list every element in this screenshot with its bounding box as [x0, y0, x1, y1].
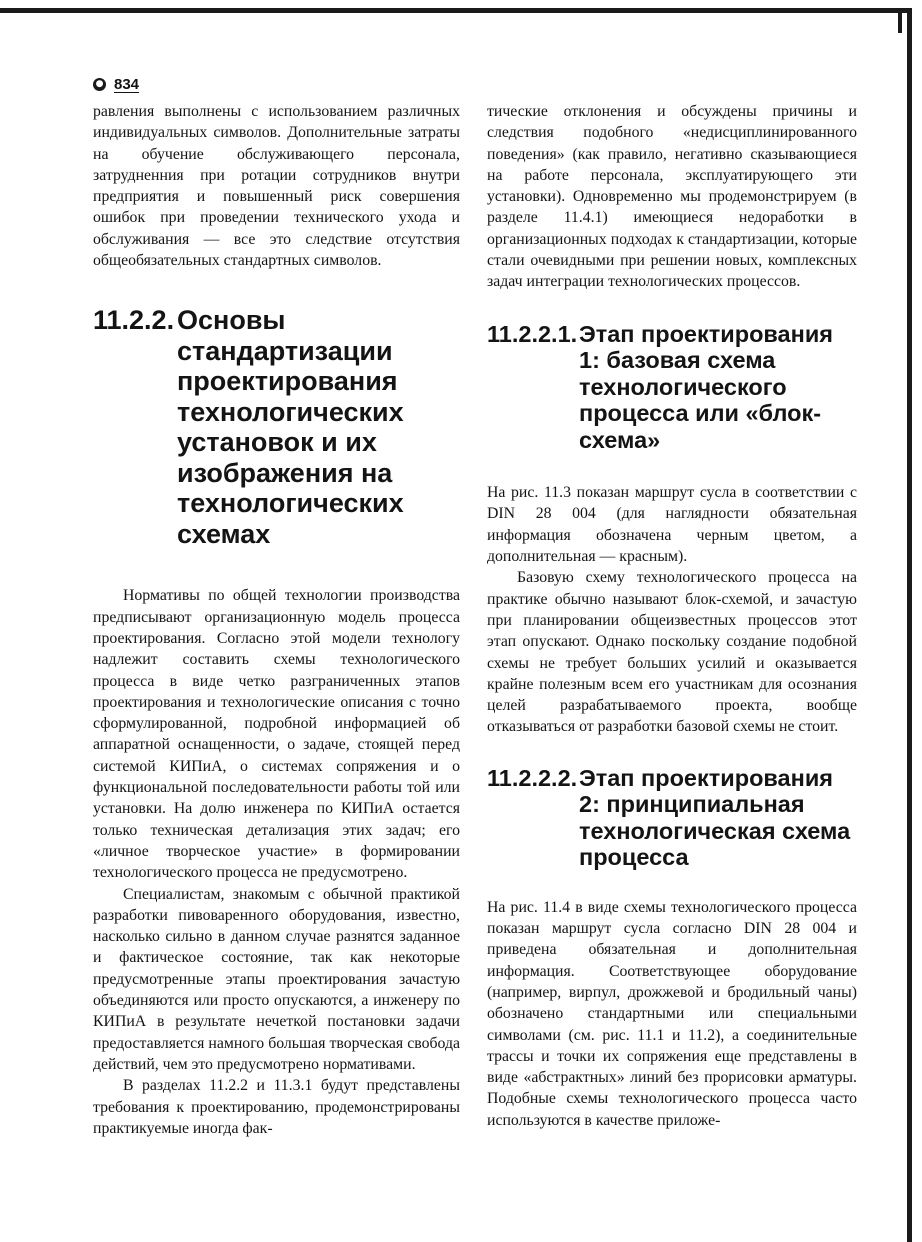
paragraph: Нормативы по общей технологии производства предписывают организационную модель процесса проектирования. Согласно этой модели технологу надлежит составить схемы технологического процесса в виде четко разграниченных этапов проектирования и технологические описания с точно сформулированной, подробной информацией об аппаратной оснащенности, о задаче, стоящей перед системой КИПиА, о системах сопряжения и о функциональной последовательности работы той или установки. На долю инженера по КИПиА остается только техническая детализация этих задач; его «личное творческое участие» в формировании технологического процесса не предусмотрено. — [93, 587, 460, 882]
corner-mark — [898, 13, 902, 33]
paragraph: Специалистам, знакомым с обычной практикой разработки пивоваренного оборудования, известно, насколько сильно в данном случае разнятся заданное и фактическое состояние, так как некоторые предусмотренные этапы проектирования зачастую объединяются или просто опускаются, а инженеру по КИПиА в результате нечеткой постановки задачи предоставляется намного большая творческая свобода действий, чем это предусмотрено нормативами. — [93, 885, 460, 1073]
page-number: 834 — [114, 76, 140, 93]
subsection-heading — [487, 765, 857, 871]
paragraph: равления выполнены с использованием различных индивидуальных символов. Дополнительные затраты на обучение обслуживающего персонала, затрудненния при ротации сотрудников внутри предприятия и повышенный риск совершения ошибок при проведении технического ухода и обслуживания — все это следствие отсутствия общеобязательных стандартных символов. — [93, 103, 460, 270]
page-marker-icon: ● — [93, 78, 106, 91]
paragraph: В разделах 11.2.2 и 11.3.1 будут представлены требования к проектированию, продемонстрированы практикуемые иногда фак- — [93, 1077, 460, 1137]
paragraph: Базовую схему технологического процесса на практике обычно называют блок-схемой, и зачастую при планировании общеизвестных процессов этот этап опускают. Однако поскольку создание подобной схемы не требует больших усилий и оказывается крайне полезным всем его участникам для осознания целей разрабатываемого проекта, вообще отказываться от разработки базовой схемы не стоит. — [487, 569, 857, 736]
page-header — [93, 76, 139, 93]
right-column — [487, 101, 857, 1131]
paragraph: На рис. 11.3 показан маршрут сусла в соответствии с DIN 28 004 (для наглядности обязательная информация обозначена черным цветом, а дополнительная — красным). — [487, 484, 857, 566]
subsection-title: Этап проектирования 1: базовая схема технологического процесса или «блок-схема» — [579, 320, 833, 453]
paragraph: На рис. 11.4 в виде схемы технологического процесса показан маршрут сусла согласно DIN 28 004 и приведена обязательная и дополнительная информация. Соответствующее оборудование (например, вирпул, дрожжевой и бродильный чаны) обозначено стандартными или специальными символами (см. рис. 11.1 и 11.2), а соединительные трассы и точки их сопряжения еще представлены в виде «абстрактных» линий без прорисовки арматуры. Подобные схемы технологического процесса часто используются в качестве приложе- — [487, 898, 857, 1129]
subsection-number: 11.2.2.2. — [487, 764, 578, 791]
left-column — [93, 101, 460, 1139]
paragraph: тические отклонения и обсуждены причины и следствия подобного «недисциплинированного поведения» (как правило, негативно сказывающиеся на работе персонала, эксплуатирующего эти установки). Одновременно мы продемонстрируем (в разделе 11.4.1) имеющиеся недоработки в организационных подходах к стандартизации, которые стали очевидными при решении новых, комплексных задач интеграции технологических процессов. — [487, 103, 857, 291]
section-title: Основы стандартизации проектирования технологических установок и их изображения на технологических схемах — [177, 305, 404, 549]
right-border-rule — [907, 8, 912, 1242]
section-number: 11.2.2. — [93, 305, 175, 336]
top-border-rule — [0, 8, 908, 13]
subsection-title: Этап проектирования 2: принципиальная технологическая схема процесса — [579, 764, 851, 871]
subsection-number: 11.2.2.1. — [487, 320, 578, 347]
section-heading — [93, 305, 460, 549]
subsection-heading — [487, 321, 857, 454]
